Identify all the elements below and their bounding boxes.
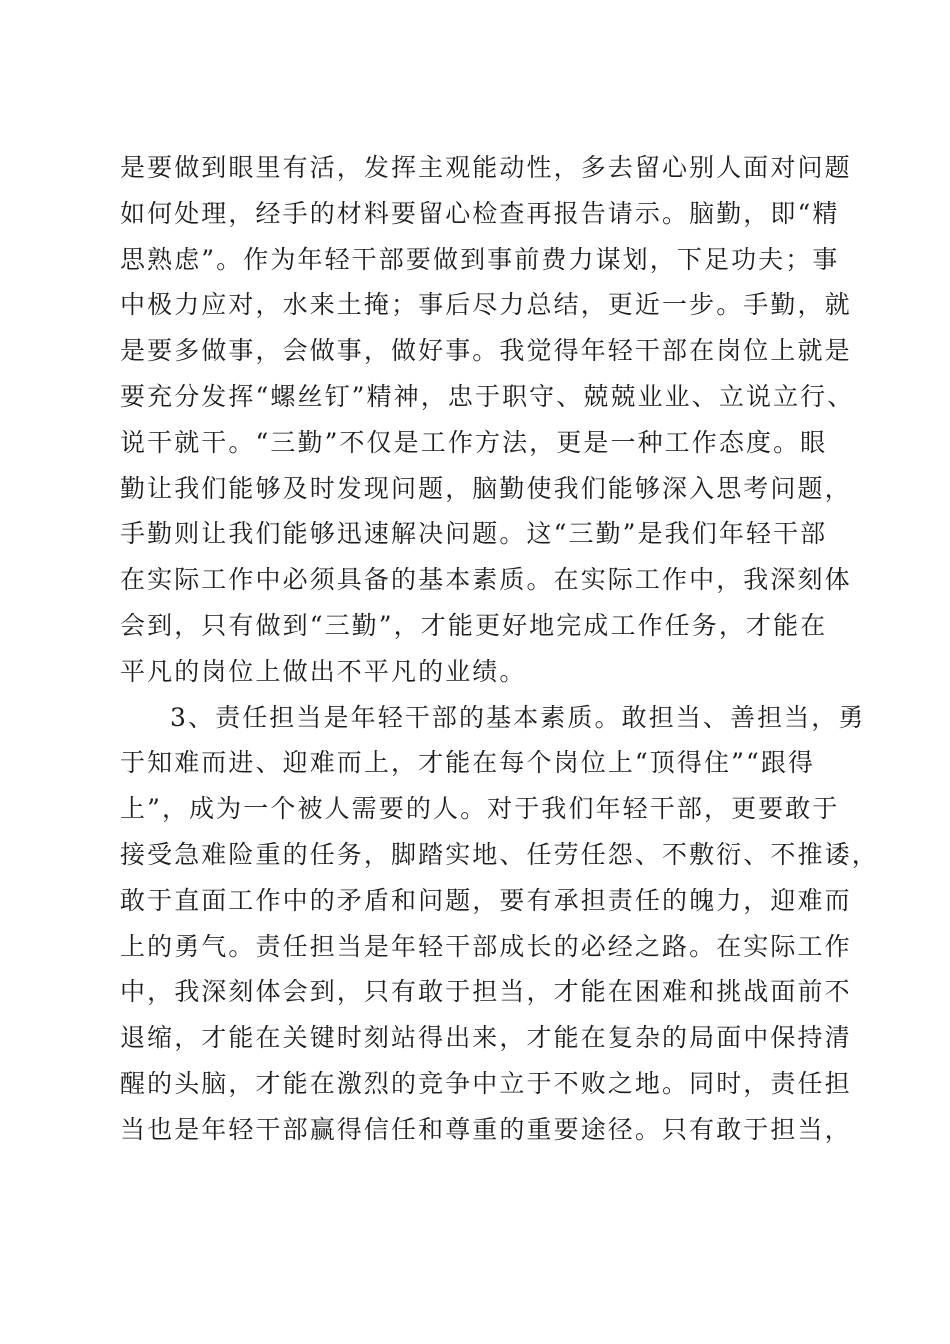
text-line: 如何处理，经手的材料要留心检查再报告请示。脑勤，即“精 (120, 198, 840, 228)
text-line: 是要做到眼里有活，发挥主观能动性，多去留心别人面对问题 (120, 153, 852, 182)
paragraph-heading-line: 3、责任担当是年轻干部的基本素质。敢担当、善担当，勇 (170, 702, 866, 732)
text-line: 上”，成为一个被人需要的人。对于我们年轻干部，更要敢于 (120, 794, 840, 824)
text-line: 敢于直面工作中的矛盾和问题，要有承担责任的魄力，迎难而 (120, 885, 852, 915)
text-line: 要充分发挥“螺丝钉”精神，忠于职守、兢兢业业、立说立行、 (120, 381, 855, 411)
text-line: 平凡的岗位上做出不平凡的业绩。 (120, 656, 527, 686)
text-line: 会到，只有做到“三勤”，才能更好地完成工作任务，才能在 (120, 610, 828, 640)
text-line: 是要多做事，会做事，做好事。我觉得年轻干部在岗位上就是 (120, 336, 852, 366)
text-line: 当也是年轻干部赢得信任和尊重的重要途径。只有敢于担当， (120, 1114, 852, 1144)
text-line: 思熟虑”。作为年轻干部要做到事前费力谋划，下足功夫；事 (120, 244, 840, 274)
text-line: 说干就干。“三勤”不仅是工作方法，更是一种工作态度。眼 (120, 427, 828, 457)
text-line: 退缩，才能在关键时刻站得出来，才能在复杂的局面中保持清 (120, 1023, 852, 1053)
text-line: 于知难而进、迎难而上，才能在每个岗位上“顶得住”“跟得 (120, 748, 816, 778)
text-line: 在实际工作中必须具备的基本素质。在实际工作中，我深刻体 (120, 565, 852, 595)
text-line: 中，我深刻体会到，只有敢于担当，才能在困难和挑战面前不 (120, 977, 852, 1007)
text-line: 接受急难险重的任务，脚踏实地、任劳任怨、不敷衍、不推诿， (120, 839, 879, 869)
text-line: 手勤则让我们能够迅速解决问题。这“三勤”是我们年轻干部 (120, 519, 828, 549)
text-line: 醒的头脑，才能在激烈的竞争中立于不败之地。同时，责任担 (120, 1068, 852, 1098)
text-line: 上的勇气。责任担当是年轻干部成长的必经之路。在实际工作 (120, 931, 852, 961)
body-text (120, 145, 879, 1153)
text-line: 中极力应对，水来土掩；事后尽力总结，更近一步。手勤，就 (120, 290, 852, 320)
text-line: 勤让我们能够及时发现问题，脑勤使我们能够深入思考问题， (120, 473, 852, 503)
